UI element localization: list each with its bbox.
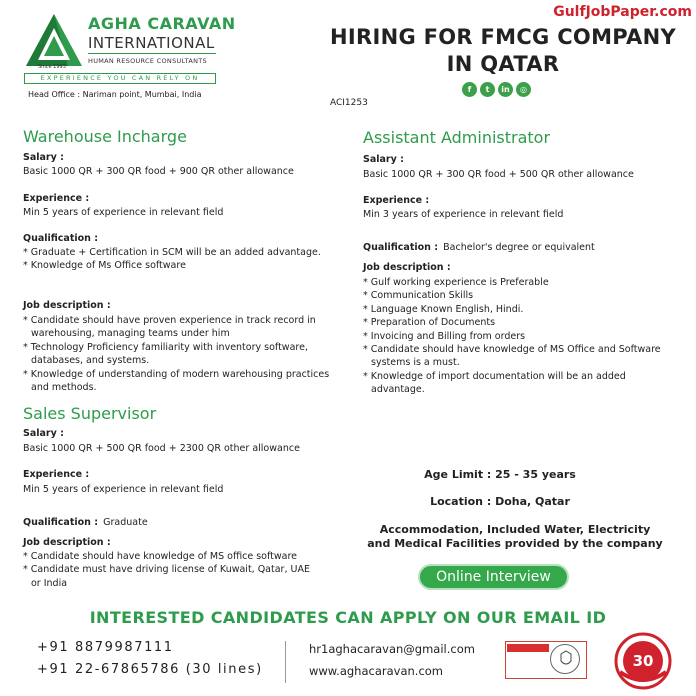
- list-item: * Candidate should have knowledge of MS office software: [23, 550, 313, 563]
- assistant-experience-label: Experience :: [363, 195, 430, 206]
- headline-line2: IN QATAR: [446, 52, 560, 76]
- list-item: * Knowledge of Ms Office software: [23, 259, 323, 272]
- logo-name-line1: AGHA CARAVAN: [88, 14, 236, 33]
- list-item: * Invoicing and Billing from orders: [363, 330, 671, 343]
- sales-experience-label: Experience :: [23, 469, 90, 480]
- reference-code: ACI1253: [330, 98, 368, 108]
- benefits-line1: Accommodation, Included Water, Electricity: [379, 523, 651, 536]
- head-office: Head Office : Nariman point, Mumbai, India: [28, 90, 202, 99]
- age-limit: Age Limit : 25 - 35 years: [424, 468, 576, 481]
- instagram-icon[interactable]: ◎: [516, 82, 531, 97]
- job-title-sales: Sales Supervisor: [23, 404, 157, 423]
- contact-divider: [285, 641, 286, 683]
- quality-mark-icon: [560, 650, 572, 668]
- years-number: 30: [632, 652, 654, 670]
- headline-line1: HIRING FOR FMCG COMPANY: [330, 25, 676, 49]
- facebook-icon[interactable]: f: [462, 82, 477, 97]
- certification-ribbon: [507, 644, 549, 652]
- site-watermark: GulfJobPaper.com: [553, 4, 692, 20]
- list-item: * Technology Proficiency familiarity with inventory software, databases, and systems.: [23, 341, 333, 368]
- warehouse-qualification-label: Qualification :: [23, 233, 99, 244]
- assistant-salary: Basic 1000 QR + 300 QR food + 500 QR other allowance: [363, 169, 634, 180]
- warehouse-jobdesc-label: Job description :: [23, 300, 111, 311]
- location: Location : Doha, Qatar: [430, 495, 570, 508]
- assistant-qualification: Bachelor's degree or equivalent: [443, 242, 595, 253]
- assistant-experience: Min 3 years of experience in relevant field: [363, 209, 564, 220]
- list-item: * Knowledge of understanding of modern warehousing practices and methods.: [23, 368, 333, 395]
- warehouse-qualification-list: [23, 246, 323, 273]
- list-item: * Knowledge of import documentation will be an added advantage.: [363, 370, 671, 397]
- list-item: * Candidate should have proven experience in track record in warehousing, managing teams under him: [23, 314, 333, 341]
- assistant-qualification-row: [363, 235, 683, 254]
- website-link[interactable]: www.aghacaravan.com: [309, 664, 444, 678]
- agha-caravan-logo: [24, 12, 84, 68]
- logo-subtitle: HUMAN RESOURCE CONSULTANTS: [88, 57, 207, 65]
- list-item: * Language Known English, Hindi.: [363, 303, 671, 316]
- apply-heading: INTERESTED CANDIDATES CAN APPLY ON OUR EMAIL ID: [89, 608, 607, 627]
- phone-secondary[interactable]: +91 22-67865786 (30 lines): [37, 662, 263, 677]
- sales-qualification: Graduate: [103, 517, 148, 528]
- warehouse-salary-label: Salary :: [23, 152, 64, 163]
- assistant-jobdesc-list: [363, 276, 671, 397]
- logo-tagline: EXPERIENCE YOU CAN RELY ON: [24, 73, 216, 84]
- list-item: * Gulf working experience is Preferable: [363, 276, 671, 289]
- warehouse-experience-label: Experience :: [23, 193, 90, 204]
- benefits-line2: and Medical Facilities provided by the company: [367, 537, 663, 550]
- sales-jobdesc-list: [23, 550, 313, 590]
- sales-qualification-row: [23, 510, 358, 529]
- warehouse-experience: Min 5 years of experience in relevant field: [23, 207, 224, 218]
- logo-since: Since 1993: [38, 64, 66, 70]
- sales-salary: Basic 1000 QR + 500 QR food + 2300 QR other allowance: [23, 443, 300, 454]
- social-icons: [462, 82, 531, 97]
- sales-experience: Min 5 years of experience in relevant field: [23, 484, 224, 495]
- years-anniversary-badge: [614, 632, 672, 690]
- list-item: * Graduate + Certification in SCM will be an added advantage.: [23, 246, 323, 259]
- assistant-salary-label: Salary :: [363, 154, 404, 165]
- assistant-jobdesc-label: Job description :: [363, 262, 451, 273]
- job-title-assistant: Assistant Administrator: [363, 128, 551, 147]
- warehouse-salary: Basic 1000 QR + 300 QR food + 900 QR other allowance: [23, 166, 294, 177]
- list-item: * Preparation of Documents: [363, 316, 671, 329]
- assistant-qualification-label: Qualification :: [363, 242, 439, 253]
- job-title-warehouse: Warehouse Incharge: [23, 127, 187, 146]
- online-interview-button[interactable]: Online Interview: [418, 564, 569, 590]
- sales-salary-label: Salary :: [23, 428, 64, 439]
- logo-divider: [88, 53, 216, 54]
- warehouse-jobdesc-list: [23, 314, 333, 394]
- list-item: * Candidate must have driving license of Kuwait, Qatar, UAE or India: [23, 563, 313, 590]
- phone-primary[interactable]: +91 8879987111: [37, 640, 174, 655]
- twitter-icon[interactable]: t: [480, 82, 495, 97]
- email-link[interactable]: hr1aghacaravan@gmail.com: [309, 642, 475, 656]
- sales-qualification-label: Qualification :: [23, 517, 99, 528]
- list-item: * Communication Skills: [363, 289, 671, 302]
- linkedin-icon[interactable]: in: [498, 82, 513, 97]
- list-item: * Candidate should have knowledge of MS Office and Software systems is a must.: [363, 343, 671, 370]
- logo-name-line2: INTERNATIONAL: [88, 34, 215, 52]
- sales-jobdesc-label: Job description :: [23, 537, 111, 548]
